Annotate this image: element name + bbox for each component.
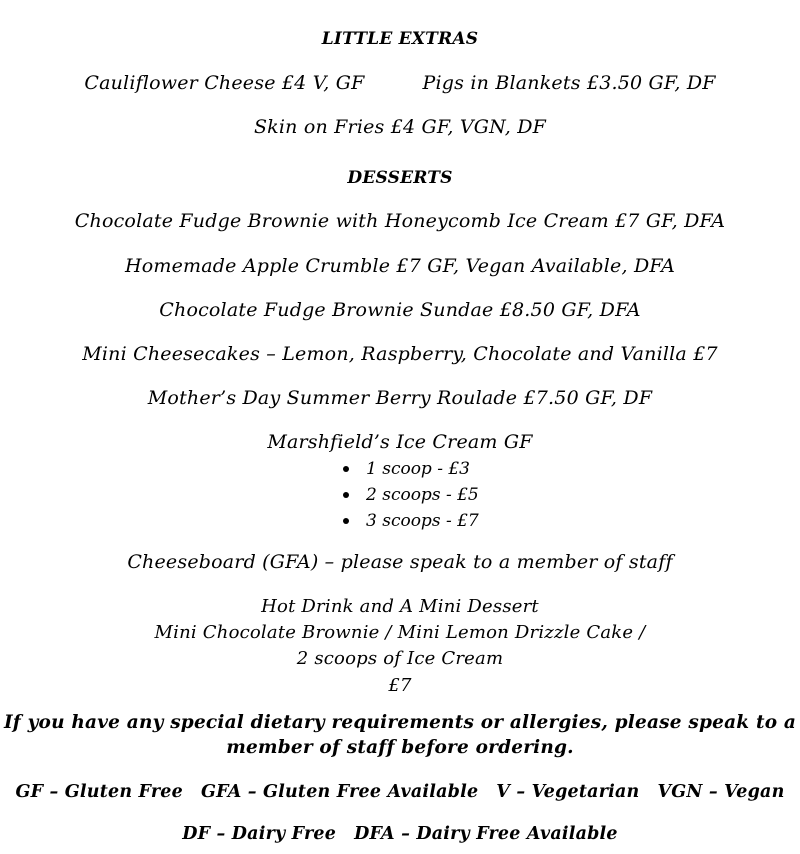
little-extras-heading: LITTLE EXTRAS [321, 29, 479, 49]
dessert-item: Chocolate Fudge Brownie Sundae £8.50 GF, DFA [159, 299, 641, 321]
legend-dfa: DFA – Dairy Free Available [354, 824, 618, 844]
ice-cream-title: Marshfield’s Ice Cream GF [267, 431, 533, 453]
hot-drink-options: Mini Chocolate Brownie / Mini Lemon Drizzle Cake / [154, 622, 646, 643]
legend-df: DF – Dairy Free [182, 824, 337, 844]
little-extras-row-1 [0, 71, 800, 95]
little-extras-item: Pigs in Blankets £3.50 GF, DF [422, 72, 716, 94]
legend-row-2 [0, 822, 800, 846]
ice-cream-options [340, 456, 479, 534]
dessert-item: Chocolate Fudge Brownie with Honeycomb Ice Cream £7 GF, DFA [74, 210, 726, 232]
legend-row-1 [0, 780, 800, 804]
little-extras-item: Cauliflower Cheese £4 V, GF [84, 72, 365, 94]
ice-cream-option: 3 scoops - £7 [340, 508, 479, 534]
cheeseboard-item: Cheeseboard (GFA) – please speak to a member of staff [127, 551, 673, 573]
hot-drink-options-cont: 2 scoops of Ice Cream [296, 648, 504, 669]
little-extras-item: Skin on Fries £4 GF, VGN, DF [253, 116, 547, 138]
legend-v: V – Vegetarian [496, 782, 640, 802]
ice-cream-option: 2 scoops - £5 [340, 482, 479, 508]
hot-drink-price: £7 [388, 675, 412, 696]
desserts-heading: DESSERTS [347, 168, 453, 188]
legend-vgn: VGN – Vegan [657, 782, 785, 802]
dessert-item: Mother’s Day Summer Berry Roulade £7.50 GF, DF [147, 387, 653, 409]
dessert-item: Mini Cheesecakes – Lemon, Raspberry, Chocolate and Vanilla £7 [82, 343, 718, 365]
legend-gfa: GFA – Gluten Free Available [200, 782, 479, 802]
dietary-notice-line-2: member of staff before ordering. [226, 737, 574, 758]
ice-cream-option: 1 scoop - £3 [340, 456, 479, 482]
dessert-item: Homemade Apple Crumble £7 GF, Vegan Available, DFA [124, 255, 676, 277]
legend-gf: GF – Gluten Free [15, 782, 183, 802]
dietary-notice-line-1: If you have any special dietary requirements or allergies, please speak to a [3, 712, 797, 733]
hot-drink-title: Hot Drink and A Mini Dessert [261, 596, 539, 617]
